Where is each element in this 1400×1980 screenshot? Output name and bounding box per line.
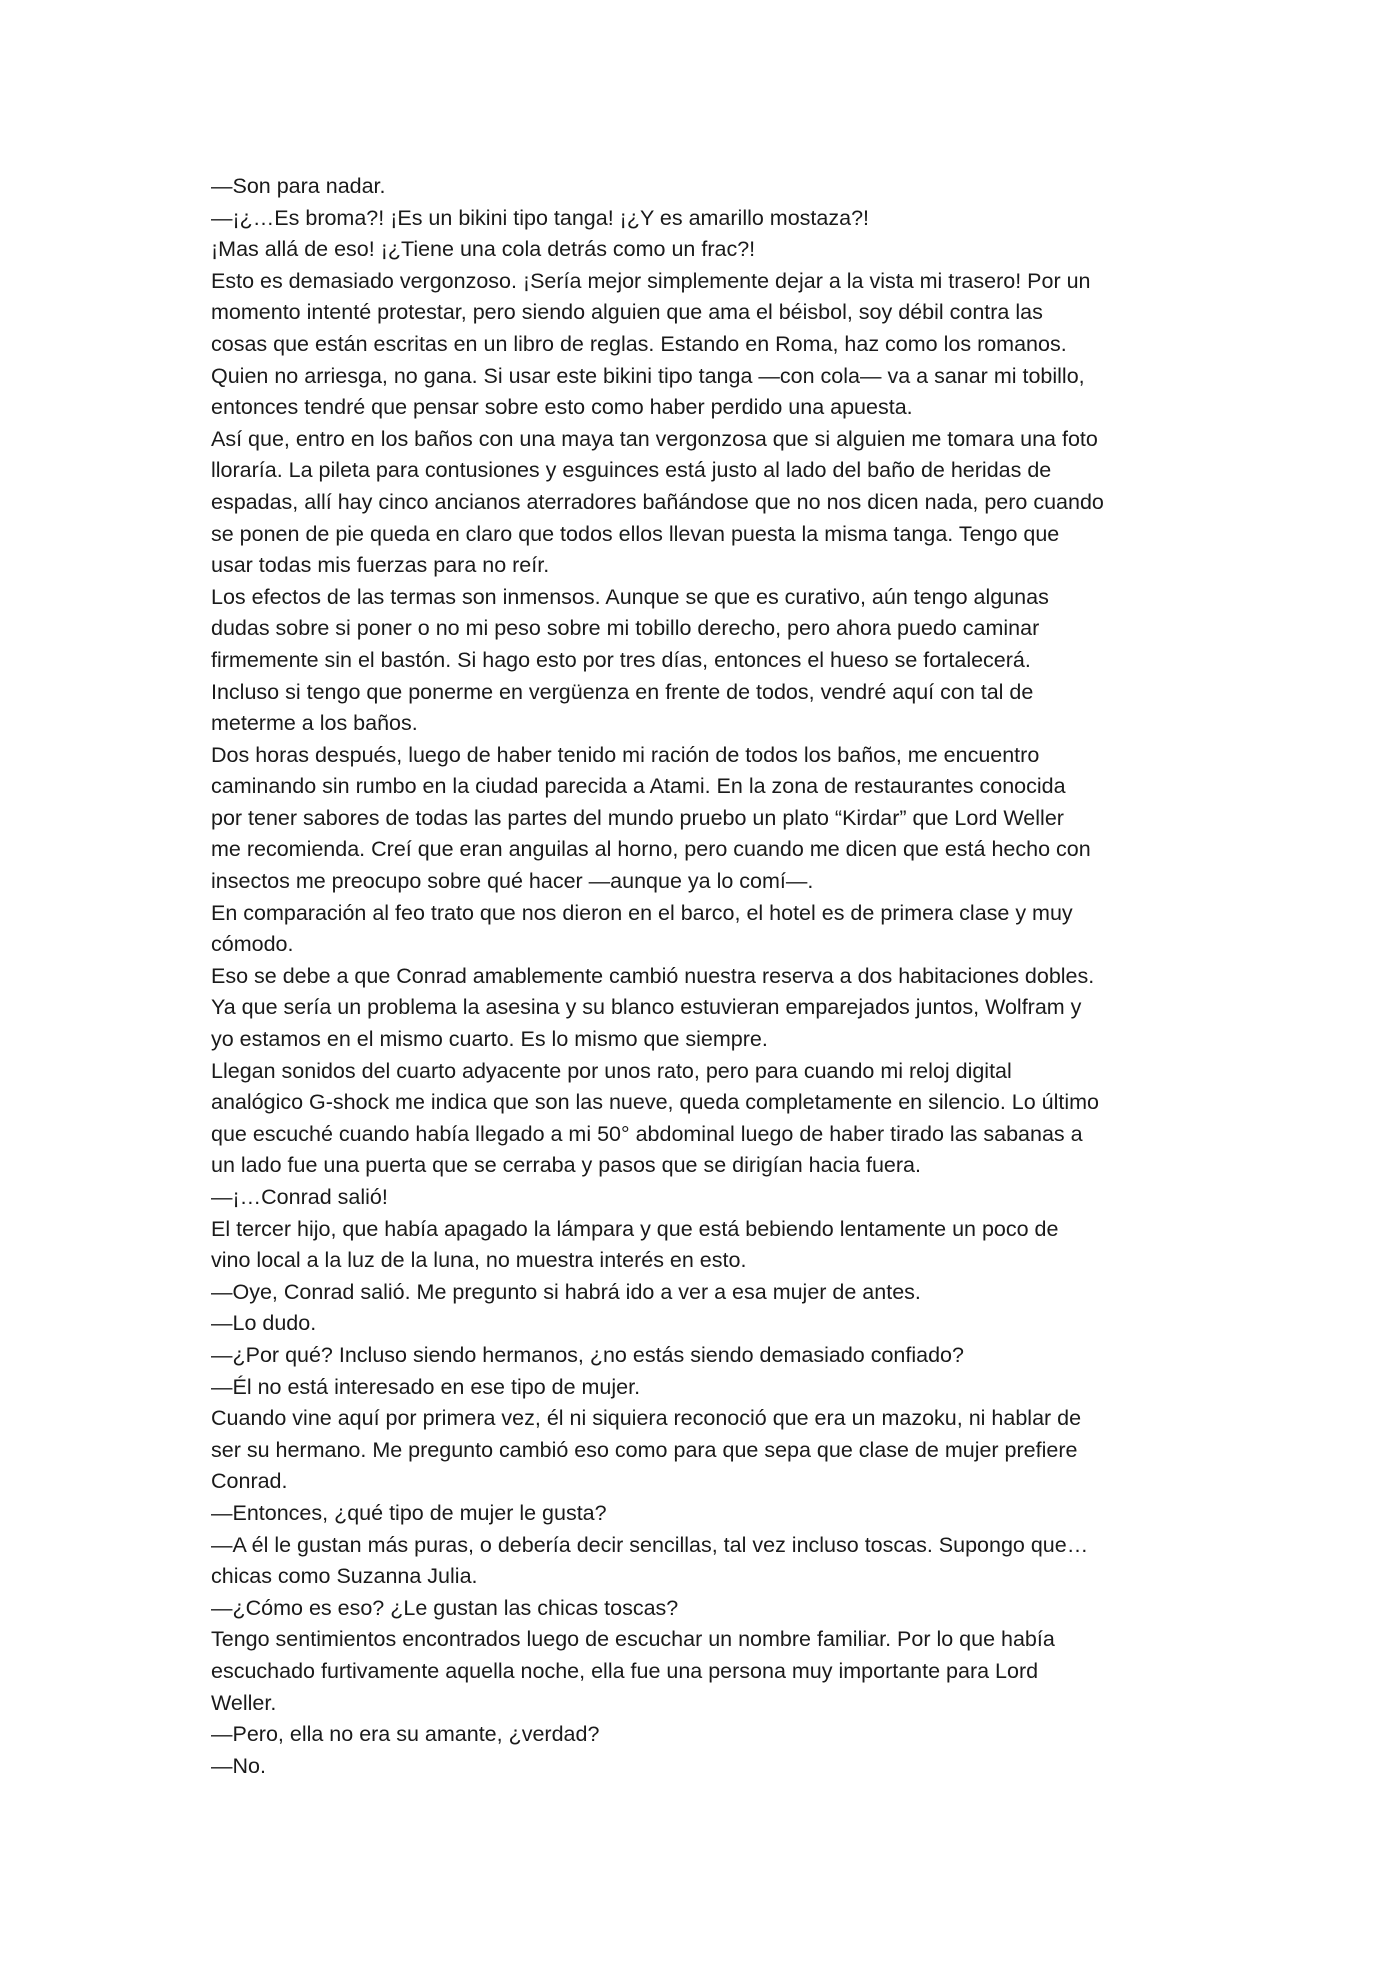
- text-line: usar todas mis fuerzas para no reír.: [211, 553, 550, 578]
- text-line: En comparación al feo trato que nos dieron en el barco, el hotel es de primera clase y muy: [211, 900, 1073, 925]
- text-line: —Pero, ella no era su amante, ¿verdad?: [211, 1722, 600, 1747]
- text-line: ¡Mas allá de eso! ¡¿Tiene una cola detrás como un frac?!: [211, 237, 756, 262]
- text-line: insectos me preocupo sobre qué hacer —aunque ya lo comí—.: [211, 869, 814, 894]
- text-line: lloraría. La pileta para contusiones y esguinces está justo al lado del baño de heridas de: [211, 458, 1052, 483]
- text-line: Así que, entro en los baños con una maya tan vergonzosa que si alguien me tomara una foto: [211, 426, 1098, 451]
- text-line: se ponen de pie queda en claro que todos ellos llevan puesta la misma tanga. Tengo que: [211, 521, 1060, 546]
- text-line: Quien no arriesga, no gana. Si usar este bikini tipo tanga —con cola— va a sanar mi tobillo,: [211, 363, 1085, 388]
- text-line: —Lo dudo.: [211, 1311, 317, 1336]
- text-line: —¿Cómo es eso? ¿Le gustan las chicas toscas?: [211, 1595, 679, 1620]
- text-line: —A él le gustan más puras, o debería decir sencillas, tal vez incluso toscas. Supongo que…: [211, 1532, 1089, 1557]
- text-line: espadas, allí hay cinco ancianos aterradores bañándose que no nos dicen nada, pero cuando: [211, 489, 1104, 514]
- text-line: Dos horas después, luego de haber tenido mi ración de todos los baños, me encuentro: [211, 742, 1040, 767]
- text-line: chicas como Suzanna Julia.: [211, 1564, 478, 1589]
- text-line: Los efectos de las termas son inmensos. Aunque se que es curativo, aún tengo algunas: [211, 584, 1049, 609]
- text-line: Conrad.: [211, 1469, 288, 1494]
- text-line: dudas sobre si poner o no mi peso sobre mi tobillo derecho, pero ahora puedo caminar: [211, 616, 1040, 641]
- text-line: Eso se debe a que Conrad amablemente cambió nuestra reserva a dos habitaciones dobles.: [211, 963, 1095, 988]
- text-line: —¡…Conrad salió!: [211, 1185, 388, 1209]
- text-line: meterme a los baños.: [211, 711, 418, 736]
- text-line: Esto es demasiado vergonzoso. ¡Sería mejor simplemente dejar a la vista mi trasero! Por un: [211, 268, 1091, 293]
- text-line: El tercer hijo, que había apagado la lámpara y que está bebiendo lentamente un poco de: [211, 1216, 1059, 1241]
- text-line: —Él no está interesado en ese tipo de mujer.: [211, 1374, 641, 1399]
- document-text: [211, 171, 1211, 1782]
- text-line: vino local a la luz de la luna, no muestra interés en esto.: [211, 1248, 747, 1273]
- text-line: analógico G-shock me indica que son las nueve, queda completamente en silencio. Lo último: [211, 1090, 1099, 1115]
- text-line: ser su hermano. Me pregunto cambió eso como para que sepa que clase de mujer prefiere: [211, 1437, 1078, 1462]
- text-line: —No.: [211, 1753, 266, 1778]
- text-line: cosas que están escritas en un libro de reglas. Estando en Roma, haz como los romanos.: [211, 331, 1067, 356]
- text-line: me recomienda. Creí que eran anguilas al horno, pero cuando me dicen que está hecho con: [211, 837, 1091, 862]
- text-line: —¿Por qué? Incluso siendo hermanos, ¿no estás siendo demasiado confiado?: [211, 1342, 964, 1367]
- text-line: Tengo sentimientos encontrados luego de escuchar un nombre familiar. Por lo que había: [211, 1627, 1055, 1652]
- text-line: yo estamos en el mismo cuarto. Es lo mismo que siempre.: [211, 1027, 768, 1052]
- text-line: escuchado furtivamente aquella noche, ella fue una persona muy importante para Lord: [211, 1658, 1039, 1683]
- text-line: —¡¿…Es broma?! ¡Es un bikini tipo tanga! ¡¿Y es amarillo mostaza?!: [211, 205, 869, 230]
- text-line: cómodo.: [211, 932, 294, 957]
- text-line: Llegan sonidos del cuarto adyacente por unos rato, pero para cuando mi reloj digital: [211, 1058, 1012, 1083]
- text-line: firmemente sin el bastón. Si hago esto por tres días, entonces el hueso se fortalecerá.: [211, 647, 1031, 672]
- text-line: por tener sabores de todas las partes del mundo pruebo un plato “Kirdar” que Lord Weller: [211, 805, 1064, 830]
- text-line: caminando sin rumbo en la ciudad parecida a Atami. En la zona de restaurantes conocida: [211, 774, 1066, 799]
- text-line: que escuché cuando había llegado a mi 50° abdominal luego de haber tirado las sabanas a: [211, 1121, 1083, 1146]
- text-line: un lado fue una puerta que se cerraba y pasos que se dirigían hacia fuera.: [211, 1153, 921, 1178]
- text-line: —Entonces, ¿qué tipo de mujer le gusta?: [211, 1500, 607, 1525]
- text-line: entonces tendré que pensar sobre esto como haber perdido una apuesta.: [211, 395, 913, 420]
- text-line: Weller.: [211, 1690, 277, 1715]
- text-line: Incluso si tengo que ponerme en vergüenza en frente de todos, vendré aquí con tal de: [211, 679, 1034, 704]
- text-line: Cuando vine aquí por primera vez, él ni siquiera reconoció que era un mazoku, ni hablar de: [211, 1406, 1082, 1431]
- text-line: —Son para nadar.: [211, 174, 386, 198]
- text-line: momento intenté protestar, pero siendo alguien que ama el béisbol, soy débil contra las: [211, 300, 1043, 325]
- text-line: Ya que sería un problema la asesina y su blanco estuvieran emparejados juntos, Wolfram y: [211, 995, 1082, 1020]
- text-line: —Oye, Conrad salió. Me pregunto si habrá ido a ver a esa mujer de antes.: [211, 1279, 921, 1304]
